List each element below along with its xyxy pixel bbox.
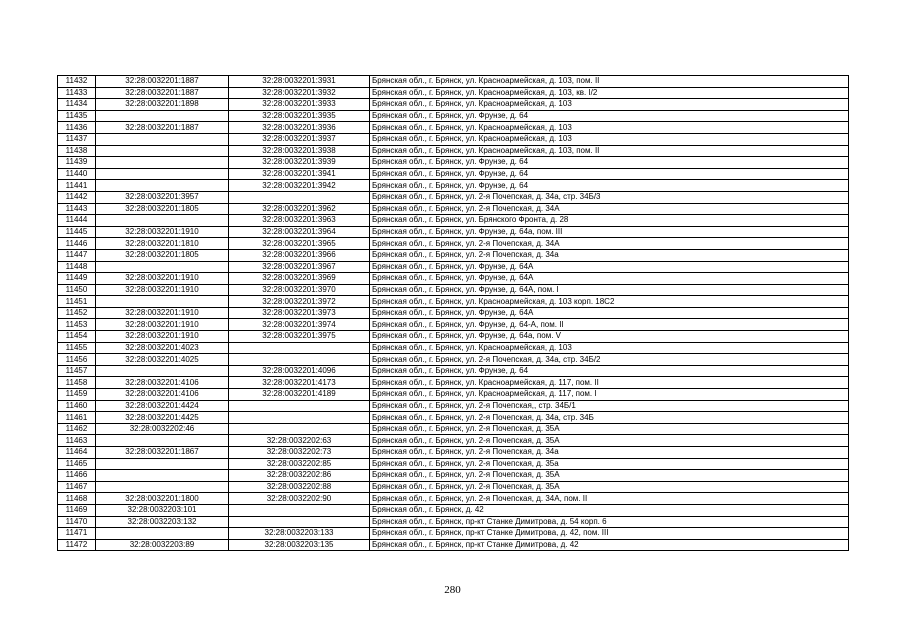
row-number-cell: 11449 — [58, 273, 96, 285]
address-cell: Брянская обл., г. Брянск, ул. 2-я Почепская, д. 34а, стр. 34Б/3 — [370, 191, 849, 203]
table-row — [58, 423, 849, 435]
row-number-cell: 11454 — [58, 331, 96, 343]
table-row — [58, 261, 849, 273]
object-number-cell: 32:28:0032202:90 — [229, 493, 370, 505]
row-number-cell: 11457 — [58, 365, 96, 377]
row-number-cell: 11438 — [58, 145, 96, 157]
address-cell: Брянская обл., г. Брянск, ул. 2-я Почепская,, стр. 34Б/1 — [370, 400, 849, 412]
object-number-cell: 32:28:0032201:3938 — [229, 145, 370, 157]
table-row — [58, 249, 849, 261]
address-cell: Брянская обл., г. Брянск, пр-кт Станке Димитрова, д. 54 корп. 6 — [370, 516, 849, 528]
address-cell: Брянская обл., г. Брянск, ул. 2-я Почепская, д. 35А — [370, 470, 849, 482]
object-number-cell: 32:28:0032201:3972 — [229, 296, 370, 308]
object-number-cell — [229, 191, 370, 203]
cadastral-number-cell: 32:28:0032201:4023 — [96, 342, 229, 354]
object-number-cell: 32:28:0032201:3937 — [229, 133, 370, 145]
row-number-cell: 11461 — [58, 412, 96, 424]
address-cell: Брянская обл., г. Брянск, ул. 2-я Почепская, д. 35А — [370, 435, 849, 447]
table-row — [58, 110, 849, 122]
object-number-cell: 32:28:0032202:88 — [229, 481, 370, 493]
table-row — [58, 319, 849, 331]
table-row — [58, 284, 849, 296]
cadastral-number-cell: 32:28:0032201:1910 — [96, 331, 229, 343]
object-number-cell: 32:28:0032201:3966 — [229, 249, 370, 261]
object-number-cell — [229, 412, 370, 424]
object-number-cell: 32:28:0032201:3974 — [229, 319, 370, 331]
table-row — [58, 470, 849, 482]
object-number-cell: 32:28:0032201:3936 — [229, 122, 370, 134]
address-cell: Брянская обл., г. Брянск, ул. Красноармейская, д. 117, пом. I — [370, 389, 849, 401]
object-number-cell — [229, 423, 370, 435]
table-row — [58, 168, 849, 180]
address-cell: Брянская обл., г. Брянск, ул. Фрунзе, д. 64 — [370, 180, 849, 192]
table-row — [58, 203, 849, 215]
cadastral-number-cell: 32:28:0032201:1910 — [96, 226, 229, 238]
row-number-cell: 11436 — [58, 122, 96, 134]
address-cell: Брянская обл., г. Брянск, ул. Фрунзе, д. 64а, пом. V — [370, 331, 849, 343]
register-table — [57, 75, 849, 551]
table-row — [58, 191, 849, 203]
row-number-cell: 11453 — [58, 319, 96, 331]
row-number-cell: 11439 — [58, 157, 96, 169]
object-number-cell: 32:28:0032201:3964 — [229, 226, 370, 238]
row-number-cell: 11451 — [58, 296, 96, 308]
address-cell: Брянская обл., г. Брянск, ул. Фрунзе, д. 64а, пом. III — [370, 226, 849, 238]
row-number-cell: 11433 — [58, 87, 96, 99]
cadastral-number-cell: 32:28:0032202:46 — [96, 423, 229, 435]
cadastral-number-cell — [96, 145, 229, 157]
cadastral-number-cell: 32:28:0032201:1810 — [96, 238, 229, 250]
table-row — [58, 133, 849, 145]
row-number-cell: 11458 — [58, 377, 96, 389]
address-cell: Брянская обл., г. Брянск, ул. 2-я Почепская, д. 34А, пом. II — [370, 493, 849, 505]
cadastral-number-cell — [96, 110, 229, 122]
cadastral-number-cell: 32:28:0032201:4025 — [96, 354, 229, 366]
table-row — [58, 122, 849, 134]
row-number-cell: 11472 — [58, 539, 96, 551]
register-table-body — [58, 76, 849, 551]
table-row — [58, 447, 849, 459]
object-number-cell: 32:28:0032201:3965 — [229, 238, 370, 250]
row-number-cell: 11437 — [58, 133, 96, 145]
object-number-cell: 32:28:0032201:4173 — [229, 377, 370, 389]
cadastral-number-cell: 32:28:0032201:3957 — [96, 191, 229, 203]
object-number-cell: 32:28:0032201:3933 — [229, 99, 370, 111]
cadastral-number-cell: 32:28:0032203:89 — [96, 539, 229, 551]
table-row — [58, 307, 849, 319]
address-cell: Брянская обл., г. Брянск, ул. 2-я Почепская, д. 34А — [370, 203, 849, 215]
object-number-cell: 32:28:0032202:86 — [229, 470, 370, 482]
row-number-cell: 11470 — [58, 516, 96, 528]
table-row — [58, 435, 849, 447]
object-number-cell: 32:28:0032201:3932 — [229, 87, 370, 99]
cadastral-number-cell: 32:28:0032201:1805 — [96, 249, 229, 261]
address-cell: Брянская обл., г. Брянск, ул. Фрунзе, д. 64А, пом. I — [370, 284, 849, 296]
cadastral-number-cell — [96, 528, 229, 540]
address-cell: Брянская обл., г. Брянск, ул. Фрунзе, д. 64А — [370, 307, 849, 319]
cadastral-number-cell — [96, 481, 229, 493]
cadastral-number-cell: 32:28:0032201:1898 — [96, 99, 229, 111]
address-cell: Брянская обл., г. Брянск, ул. Красноармейская, д. 117, пом. II — [370, 377, 849, 389]
row-number-cell: 11452 — [58, 307, 96, 319]
table-row — [58, 458, 849, 470]
address-cell: Брянская обл., г. Брянск, ул. 2-я Почепская, д. 34а, стр. 34Б/2 — [370, 354, 849, 366]
cadastral-number-cell — [96, 296, 229, 308]
cadastral-number-cell: 32:28:0032201:4424 — [96, 400, 229, 412]
row-number-cell: 11443 — [58, 203, 96, 215]
cadastral-number-cell: 32:28:0032203:101 — [96, 504, 229, 516]
cadastral-number-cell: 32:28:0032201:4106 — [96, 377, 229, 389]
object-number-cell: 32:28:0032201:4096 — [229, 365, 370, 377]
object-number-cell: 32:28:0032202:73 — [229, 447, 370, 459]
address-cell: Брянская обл., г. Брянск, ул. Брянского Фронта, д. 28 — [370, 215, 849, 227]
table-row — [58, 215, 849, 227]
object-number-cell: 32:28:0032201:3973 — [229, 307, 370, 319]
address-cell: Брянская обл., г. Брянск, ул. Красноармейская, д. 103, пом. II — [370, 145, 849, 157]
table-row — [58, 354, 849, 366]
address-cell: Брянская обл., г. Брянск, ул. Красноармейская, д. 103, кв. I/2 — [370, 87, 849, 99]
address-cell: Брянская обл., г. Брянск, ул. Фрунзе, д. 64-А, пом. II — [370, 319, 849, 331]
row-number-cell: 11442 — [58, 191, 96, 203]
row-number-cell: 11466 — [58, 470, 96, 482]
object-number-cell — [229, 516, 370, 528]
address-cell: Брянская обл., г. Брянск, д. 42 — [370, 504, 849, 516]
cadastral-number-cell — [96, 168, 229, 180]
address-cell: Брянская обл., г. Брянск, ул. Фрунзе, д. 64А — [370, 273, 849, 285]
row-number-cell: 11435 — [58, 110, 96, 122]
row-number-cell: 11450 — [58, 284, 96, 296]
object-number-cell: 32:28:0032202:85 — [229, 458, 370, 470]
object-number-cell — [229, 400, 370, 412]
row-number-cell: 11464 — [58, 447, 96, 459]
address-cell: Брянская обл., г. Брянск, ул. Красноармейская, д. 103 — [370, 342, 849, 354]
address-cell: Брянская обл., г. Брянск, ул. 2-я Почепская, д. 35а — [370, 458, 849, 470]
table-row — [58, 296, 849, 308]
cadastral-number-cell — [96, 180, 229, 192]
object-number-cell: 32:28:0032201:3942 — [229, 180, 370, 192]
address-cell: Брянская обл., г. Брянск, пр-кт Станке Димитрова, д. 42, пом. III — [370, 528, 849, 540]
row-number-cell: 11465 — [58, 458, 96, 470]
address-cell: Брянская обл., г. Брянск, ул. 2-я Почепская, д. 35А — [370, 481, 849, 493]
cadastral-number-cell: 32:28:0032201:4425 — [96, 412, 229, 424]
address-cell: Брянская обл., г. Брянск, ул. Фрунзе, д. 64 — [370, 110, 849, 122]
object-number-cell: 32:28:0032201:3939 — [229, 157, 370, 169]
table-row — [58, 99, 849, 111]
row-number-cell: 11467 — [58, 481, 96, 493]
cadastral-number-cell: 32:28:0032201:1887 — [96, 122, 229, 134]
table-row — [58, 539, 849, 551]
row-number-cell: 11445 — [58, 226, 96, 238]
object-number-cell: 32:28:0032201:3941 — [229, 168, 370, 180]
object-number-cell: 32:28:0032201:3970 — [229, 284, 370, 296]
table-row — [58, 331, 849, 343]
table-row — [58, 377, 849, 389]
address-cell: Брянская обл., г. Брянск, ул. 2-я Почепская, д. 34а — [370, 249, 849, 261]
object-number-cell: 32:28:0032201:3963 — [229, 215, 370, 227]
cadastral-number-cell: 32:28:0032201:1887 — [96, 76, 229, 88]
address-cell: Брянская обл., г. Брянск, ул. Фрунзе, д. 64 — [370, 157, 849, 169]
object-number-cell: 32:28:0032203:133 — [229, 528, 370, 540]
table-row — [58, 528, 849, 540]
row-number-cell: 11460 — [58, 400, 96, 412]
row-number-cell: 11444 — [58, 215, 96, 227]
cadastral-number-cell: 32:28:0032201:1805 — [96, 203, 229, 215]
address-cell: Брянская обл., г. Брянск, ул. 2-я Почепская, д. 34А — [370, 238, 849, 250]
address-cell: Брянская обл., г. Брянск, ул. Фрунзе, д. 64А — [370, 261, 849, 273]
address-cell: Брянская обл., г. Брянск, ул. Красноармейская, д. 103 корп. 18С2 — [370, 296, 849, 308]
row-number-cell: 11455 — [58, 342, 96, 354]
cadastral-number-cell: 32:28:0032201:1800 — [96, 493, 229, 505]
cadastral-number-cell — [96, 435, 229, 447]
table-row — [58, 400, 849, 412]
cadastral-number-cell — [96, 365, 229, 377]
cadastral-number-cell — [96, 215, 229, 227]
object-number-cell — [229, 354, 370, 366]
table-row — [58, 493, 849, 505]
object-number-cell — [229, 342, 370, 354]
page-number: 280 — [444, 584, 461, 596]
object-number-cell: 32:28:0032201:3975 — [229, 331, 370, 343]
object-number-cell: 32:28:0032201:3962 — [229, 203, 370, 215]
cadastral-number-cell: 32:28:0032201:1867 — [96, 447, 229, 459]
cadastral-number-cell: 32:28:0032201:1910 — [96, 319, 229, 331]
row-number-cell: 11434 — [58, 99, 96, 111]
table-row — [58, 180, 849, 192]
address-cell: Брянская обл., г. Брянск, ул. Фрунзе, д. 64 — [370, 168, 849, 180]
cadastral-number-cell — [96, 458, 229, 470]
address-cell: Брянская обл., г. Брянск, ул. 2-я Почепская, д. 34а, стр. 34Б — [370, 412, 849, 424]
object-number-cell: 32:28:0032201:3967 — [229, 261, 370, 273]
cadastral-number-cell: 32:28:0032201:1910 — [96, 284, 229, 296]
cadastral-number-cell: 32:28:0032201:4106 — [96, 389, 229, 401]
table-row — [58, 516, 849, 528]
cadastral-number-cell — [96, 157, 229, 169]
cadastral-number-cell: 32:28:0032201:1910 — [96, 307, 229, 319]
table-row — [58, 157, 849, 169]
cadastral-number-cell — [96, 133, 229, 145]
object-number-cell: 32:28:0032201:3935 — [229, 110, 370, 122]
table-row — [58, 412, 849, 424]
cadastral-number-cell — [96, 261, 229, 273]
table-row — [58, 504, 849, 516]
cadastral-number-cell: 32:28:0032201:1887 — [96, 87, 229, 99]
table-row — [58, 389, 849, 401]
object-number-cell — [229, 504, 370, 516]
table-row — [58, 238, 849, 250]
address-cell: Брянская обл., г. Брянск, ул. 2-я Почепская, д. 35А — [370, 423, 849, 435]
object-number-cell: 32:28:0032202:63 — [229, 435, 370, 447]
table-row — [58, 87, 849, 99]
table-row — [58, 145, 849, 157]
address-cell: Брянская обл., г. Брянск, ул. Красноармейская, д. 103 — [370, 122, 849, 134]
address-cell: Брянская обл., г. Брянск, ул. Красноармейская, д. 103, пом. II — [370, 76, 849, 88]
object-number-cell: 32:28:0032203:135 — [229, 539, 370, 551]
object-number-cell: 32:28:0032201:4189 — [229, 389, 370, 401]
row-number-cell: 11468 — [58, 493, 96, 505]
row-number-cell: 11463 — [58, 435, 96, 447]
table-row — [58, 226, 849, 238]
row-number-cell: 11432 — [58, 76, 96, 88]
address-cell: Брянская обл., г. Брянск, ул. 2-я Почепская, д. 34а — [370, 447, 849, 459]
table-row — [58, 342, 849, 354]
cadastral-number-cell: 32:28:0032201:1910 — [96, 273, 229, 285]
cadastral-number-cell: 32:28:0032203:132 — [96, 516, 229, 528]
address-cell: Брянская обл., г. Брянск, пр-кт Станке Димитрова, д. 42 — [370, 539, 849, 551]
row-number-cell: 11448 — [58, 261, 96, 273]
row-number-cell: 11471 — [58, 528, 96, 540]
row-number-cell: 11462 — [58, 423, 96, 435]
address-cell: Брянская обл., г. Брянск, ул. Фрунзе, д. 64 — [370, 365, 849, 377]
object-number-cell: 32:28:0032201:3969 — [229, 273, 370, 285]
row-number-cell: 11456 — [58, 354, 96, 366]
row-number-cell: 11446 — [58, 238, 96, 250]
row-number-cell: 11459 — [58, 389, 96, 401]
address-cell: Брянская обл., г. Брянск, ул. Красноармейская, д. 103 — [370, 99, 849, 111]
object-number-cell: 32:28:0032201:3931 — [229, 76, 370, 88]
row-number-cell: 11469 — [58, 504, 96, 516]
table-row — [58, 365, 849, 377]
row-number-cell: 11447 — [58, 249, 96, 261]
address-cell: Брянская обл., г. Брянск, ул. Красноармейская, д. 103 — [370, 133, 849, 145]
cadastral-number-cell — [96, 470, 229, 482]
table-row — [58, 273, 849, 285]
table-row — [58, 76, 849, 88]
row-number-cell: 11440 — [58, 168, 96, 180]
table-row — [58, 481, 849, 493]
row-number-cell: 11441 — [58, 180, 96, 192]
